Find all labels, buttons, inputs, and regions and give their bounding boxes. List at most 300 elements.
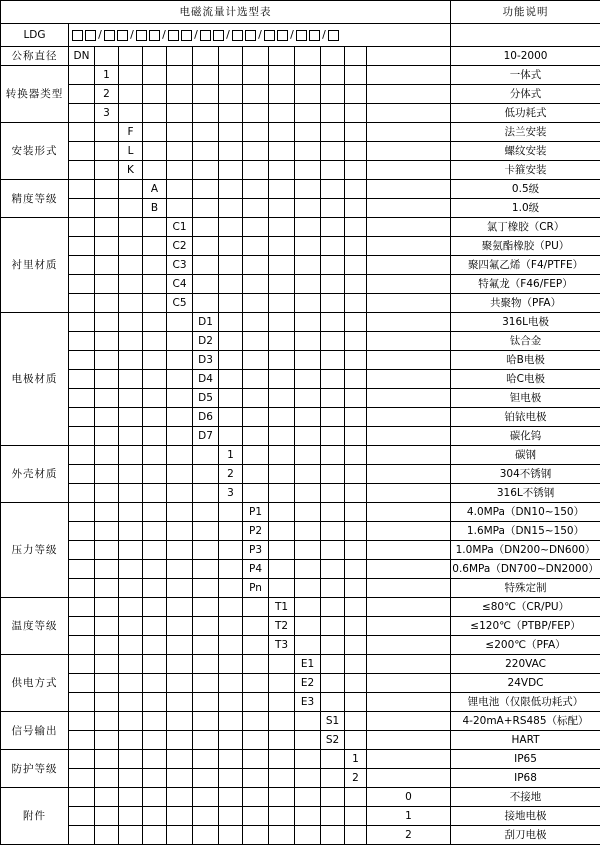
grid-cell (119, 256, 143, 275)
grid-cell (143, 465, 167, 484)
model-box[interactable] (72, 30, 83, 41)
grid-cell (193, 617, 219, 636)
grid-cell (119, 579, 143, 598)
grid-cell (193, 104, 219, 123)
grid-cell (167, 408, 193, 427)
model-slash: / (97, 27, 103, 43)
grid-cell (295, 180, 321, 199)
table-row (1, 788, 600, 807)
grid-cell (119, 389, 143, 408)
model-box[interactable] (136, 30, 147, 41)
option-description: 特殊定制 (451, 579, 600, 598)
grid-cell (193, 180, 219, 199)
grid-cell (295, 788, 321, 807)
option-description: 锂电池（仅限低功耗式） (451, 693, 600, 712)
grid-cell (219, 807, 243, 826)
grid-cell (269, 503, 295, 522)
grid-cell (345, 598, 367, 617)
grid-cell (367, 560, 451, 579)
option-code[interactable]: B (143, 199, 167, 218)
model-box[interactable] (232, 30, 243, 41)
grid-cell (119, 788, 143, 807)
grid-cell (95, 427, 119, 446)
option-code[interactable]: 2 (95, 85, 119, 104)
grid-cell (321, 636, 345, 655)
grid-cell (219, 579, 243, 598)
grid-cell (367, 47, 451, 66)
grid-cell (367, 256, 451, 275)
grid-cell (95, 161, 119, 180)
grid-cell (295, 332, 321, 351)
grid-cell (193, 142, 219, 161)
grid-cell (95, 351, 119, 370)
table-row (1, 104, 600, 123)
grid-cell (167, 541, 193, 560)
function-description-header: 功能说明 (451, 1, 600, 24)
grid-cell (167, 693, 193, 712)
model-box[interactable] (149, 30, 160, 41)
grid-cell (143, 408, 167, 427)
grid-cell (95, 693, 119, 712)
grid-cell (367, 85, 451, 104)
grid-cell (219, 522, 243, 541)
grid-cell (69, 503, 95, 522)
grid-cell (321, 180, 345, 199)
grid-cell (345, 351, 367, 370)
grid-cell (119, 351, 143, 370)
option-description: 一体式 (451, 66, 600, 85)
grid-cell (167, 161, 193, 180)
grid-cell (345, 275, 367, 294)
grid-cell (167, 427, 193, 446)
option-code[interactable]: 1 (367, 807, 451, 826)
category-label: 防护等级 (1, 750, 69, 788)
option-code[interactable]: P3 (243, 541, 269, 560)
table-row (1, 826, 600, 845)
grid-cell (95, 465, 119, 484)
category-label: 外壳材质 (1, 446, 69, 503)
grid-cell (243, 85, 269, 104)
grid-cell (321, 408, 345, 427)
category-label: 衬里材质 (1, 218, 69, 313)
grid-cell (367, 275, 451, 294)
grid-cell (69, 256, 95, 275)
grid-cell (193, 294, 219, 313)
option-description: 碳钢 (451, 446, 600, 465)
model-box[interactable] (309, 30, 320, 41)
grid-cell (167, 123, 193, 142)
grid-cell (345, 693, 367, 712)
option-description: 法兰安装 (451, 123, 600, 142)
model-box[interactable] (245, 30, 256, 41)
grid-cell (295, 636, 321, 655)
grid-cell (95, 522, 119, 541)
option-description: 24VDC (451, 674, 600, 693)
grid-cell (193, 579, 219, 598)
grid-cell (119, 218, 143, 237)
option-code[interactable]: E1 (295, 655, 321, 674)
model-code-boxes[interactable] (69, 24, 451, 47)
grid-cell (143, 66, 167, 85)
grid-cell (219, 541, 243, 560)
table-row (1, 522, 600, 541)
option-code[interactable]: E3 (295, 693, 321, 712)
page-title: 电磁流量计选型表 (1, 1, 451, 24)
grid-cell (243, 180, 269, 199)
grid-cell (295, 66, 321, 85)
grid-cell (345, 180, 367, 199)
grid-cell (243, 313, 269, 332)
grid-cell (345, 218, 367, 237)
option-code[interactable]: E2 (295, 674, 321, 693)
option-code[interactable]: P2 (243, 522, 269, 541)
grid-cell (321, 655, 345, 674)
option-code[interactable]: S1 (321, 712, 345, 731)
model-box[interactable] (296, 30, 307, 41)
grid-cell (69, 85, 95, 104)
grid-cell (269, 294, 295, 313)
option-code[interactable]: 0 (367, 788, 451, 807)
grid-cell (321, 579, 345, 598)
grid-cell (367, 427, 451, 446)
grid-cell (95, 807, 119, 826)
grid-cell (367, 636, 451, 655)
grid-cell (219, 655, 243, 674)
option-code[interactable]: Pn (243, 579, 269, 598)
grid-cell (295, 85, 321, 104)
grid-cell (367, 408, 451, 427)
option-code[interactable]: T1 (269, 598, 295, 617)
grid-cell (119, 560, 143, 579)
grid-cell (345, 560, 367, 579)
grid-cell (219, 769, 243, 788)
grid-cell (69, 560, 95, 579)
grid-cell (243, 655, 269, 674)
grid-cell (367, 370, 451, 389)
option-code[interactable]: 1 (219, 446, 243, 465)
grid-cell (243, 294, 269, 313)
grid-cell (143, 237, 167, 256)
grid-cell (269, 313, 295, 332)
grid-cell (69, 389, 95, 408)
grid-cell (367, 712, 451, 731)
option-code[interactable]: 2 (345, 769, 367, 788)
grid-cell (219, 503, 243, 522)
option-code[interactable]: D4 (193, 370, 219, 389)
grid-cell (219, 560, 243, 579)
category-label: 公称直径 (1, 47, 69, 66)
option-description: 1.0级 (451, 199, 600, 218)
grid-cell (295, 275, 321, 294)
grid-cell (345, 712, 367, 731)
grid-cell (295, 826, 321, 845)
model-box[interactable] (200, 30, 211, 41)
grid-cell (295, 522, 321, 541)
grid-cell (69, 408, 95, 427)
model-box[interactable] (117, 30, 128, 41)
grid-cell (269, 104, 295, 123)
option-code[interactable]: C3 (167, 256, 193, 275)
option-code[interactable]: DN (69, 47, 95, 66)
grid-cell (269, 408, 295, 427)
grid-cell (243, 731, 269, 750)
grid-cell (143, 351, 167, 370)
grid-cell (269, 446, 295, 465)
grid-cell (193, 237, 219, 256)
option-description: 0.6MPa（DN700~DN2000） (451, 560, 600, 579)
grid-cell (269, 332, 295, 351)
option-code[interactable]: K (119, 161, 143, 180)
option-code[interactable]: P1 (243, 503, 269, 522)
grid-cell (219, 199, 243, 218)
model-box[interactable] (277, 30, 288, 41)
option-code[interactable]: C2 (167, 237, 193, 256)
option-code[interactable]: D6 (193, 408, 219, 427)
grid-cell (167, 617, 193, 636)
grid-cell (167, 788, 193, 807)
grid-cell (295, 503, 321, 522)
table-row (1, 275, 600, 294)
table-row (1, 161, 600, 180)
grid-cell (219, 636, 243, 655)
grid-cell (367, 237, 451, 256)
grid-cell (321, 389, 345, 408)
grid-cell (243, 123, 269, 142)
grid-cell (269, 541, 295, 560)
grid-cell (219, 427, 243, 446)
grid-cell (193, 636, 219, 655)
grid-cell (193, 541, 219, 560)
option-code[interactable]: T2 (269, 617, 295, 636)
grid-cell (295, 389, 321, 408)
grid-cell (167, 351, 193, 370)
grid-cell (243, 275, 269, 294)
option-code[interactable]: D2 (193, 332, 219, 351)
option-description: ≤120℃（PTBP/FEP） (451, 617, 600, 636)
grid-cell (243, 446, 269, 465)
grid-cell (219, 218, 243, 237)
table-row (1, 655, 600, 674)
option-code[interactable]: S2 (321, 731, 345, 750)
grid-cell (95, 655, 119, 674)
grid-cell (243, 769, 269, 788)
grid-cell (295, 617, 321, 636)
grid-cell (243, 712, 269, 731)
grid-cell (219, 294, 243, 313)
grid-cell (167, 769, 193, 788)
grid-cell (193, 161, 219, 180)
grid-cell (69, 123, 95, 142)
grid-cell (321, 522, 345, 541)
grid-cell (321, 142, 345, 161)
table-row (1, 446, 600, 465)
option-code[interactable]: 2 (367, 826, 451, 845)
grid-cell (167, 674, 193, 693)
grid-cell (243, 465, 269, 484)
grid-cell (143, 104, 167, 123)
option-code[interactable]: D7 (193, 427, 219, 446)
table-row (1, 769, 600, 788)
grid-cell (295, 256, 321, 275)
grid-cell (219, 674, 243, 693)
option-code[interactable]: D3 (193, 351, 219, 370)
grid-cell (367, 161, 451, 180)
option-code[interactable]: C1 (167, 218, 193, 237)
grid-cell (119, 66, 143, 85)
grid-cell (243, 161, 269, 180)
model-box[interactable] (213, 30, 224, 41)
category-label: 转换器类型 (1, 66, 69, 123)
grid-cell (119, 484, 143, 503)
table-row (1, 123, 600, 142)
grid-cell (345, 161, 367, 180)
grid-cell (143, 313, 167, 332)
model-box[interactable] (85, 30, 96, 41)
grid-cell (345, 237, 367, 256)
grid-cell (295, 598, 321, 617)
option-description: 220VAC (451, 655, 600, 674)
option-code[interactable]: T3 (269, 636, 295, 655)
option-description: 碳化钨 (451, 427, 600, 446)
grid-cell (367, 218, 451, 237)
option-code[interactable]: 2 (219, 465, 243, 484)
option-code[interactable]: P4 (243, 560, 269, 579)
grid-cell (295, 427, 321, 446)
table-row (1, 674, 600, 693)
option-code[interactable]: 3 (219, 484, 243, 503)
table-row (1, 332, 600, 351)
grid-cell (367, 294, 451, 313)
grid-cell (345, 199, 367, 218)
grid-cell (243, 408, 269, 427)
option-description: 低功耗式 (451, 104, 600, 123)
option-code[interactable]: C4 (167, 275, 193, 294)
model-box[interactable] (181, 30, 192, 41)
grid-cell (119, 85, 143, 104)
grid-cell (69, 427, 95, 446)
grid-cell (143, 370, 167, 389)
grid-cell (269, 47, 295, 66)
grid-cell (143, 560, 167, 579)
option-description: 4.0MPa（DN10~150） (451, 503, 600, 522)
grid-cell (69, 579, 95, 598)
grid-cell (143, 161, 167, 180)
model-box[interactable] (168, 30, 179, 41)
grid-cell (243, 788, 269, 807)
category-label: 信号输出 (1, 712, 69, 750)
grid-cell (193, 712, 219, 731)
grid-cell (95, 199, 119, 218)
option-code[interactable]: A (143, 180, 167, 199)
grid-cell (219, 389, 243, 408)
grid-cell (295, 807, 321, 826)
grid-cell (345, 579, 367, 598)
grid-cell (243, 674, 269, 693)
grid-cell (95, 218, 119, 237)
category-label: 安装形式 (1, 123, 69, 180)
option-code[interactable]: D1 (193, 313, 219, 332)
grid-cell (295, 446, 321, 465)
grid-cell (295, 484, 321, 503)
table-row (1, 180, 600, 199)
model-box[interactable] (104, 30, 115, 41)
grid-cell (95, 256, 119, 275)
option-description: 316L不锈钢 (451, 484, 600, 503)
grid-cell (119, 47, 143, 66)
grid-cell (219, 313, 243, 332)
grid-cell (269, 123, 295, 142)
grid-cell (219, 85, 243, 104)
grid-cell (95, 541, 119, 560)
grid-cell (269, 484, 295, 503)
table-row (1, 142, 600, 161)
grid-cell (345, 142, 367, 161)
category-label: 供电方式 (1, 655, 69, 712)
option-description: 0.5级 (451, 180, 600, 199)
grid-cell (243, 636, 269, 655)
grid-cell (95, 408, 119, 427)
category-label: 附件 (1, 788, 69, 845)
grid-cell (295, 237, 321, 256)
option-description: 特氟龙（F46/FEP） (451, 275, 600, 294)
grid-cell (119, 427, 143, 446)
option-code[interactable]: 1 (95, 66, 119, 85)
grid-cell (69, 541, 95, 560)
grid-cell (69, 180, 95, 199)
option-description: 316L电极 (451, 313, 600, 332)
model-desc-blank (451, 24, 600, 47)
grid-cell (69, 142, 95, 161)
grid-cell (295, 123, 321, 142)
grid-cell (243, 750, 269, 769)
grid-cell (167, 370, 193, 389)
grid-cell (367, 579, 451, 598)
option-code[interactable]: F (119, 123, 143, 142)
option-code[interactable]: C5 (167, 294, 193, 313)
grid-cell (321, 541, 345, 560)
grid-cell (243, 332, 269, 351)
grid-cell (167, 484, 193, 503)
grid-cell (143, 750, 167, 769)
grid-cell (119, 294, 143, 313)
grid-cell (143, 617, 167, 636)
grid-cell (321, 465, 345, 484)
option-code[interactable]: 1 (345, 750, 367, 769)
grid-cell (143, 674, 167, 693)
grid-cell (69, 769, 95, 788)
grid-cell (119, 104, 143, 123)
grid-cell (167, 47, 193, 66)
grid-cell (345, 503, 367, 522)
grid-cell (367, 313, 451, 332)
grid-cell (193, 47, 219, 66)
option-code[interactable]: D5 (193, 389, 219, 408)
grid-cell (143, 484, 167, 503)
grid-cell (69, 598, 95, 617)
model-box[interactable] (264, 30, 275, 41)
model-box[interactable] (328, 30, 339, 41)
grid-cell (269, 712, 295, 731)
option-code[interactable]: L (119, 142, 143, 161)
grid-cell (345, 332, 367, 351)
grid-cell (69, 826, 95, 845)
grid-cell (69, 712, 95, 731)
grid-cell (95, 446, 119, 465)
grid-cell (345, 370, 367, 389)
grid-cell (295, 541, 321, 560)
option-code[interactable]: 3 (95, 104, 119, 123)
grid-cell (69, 104, 95, 123)
